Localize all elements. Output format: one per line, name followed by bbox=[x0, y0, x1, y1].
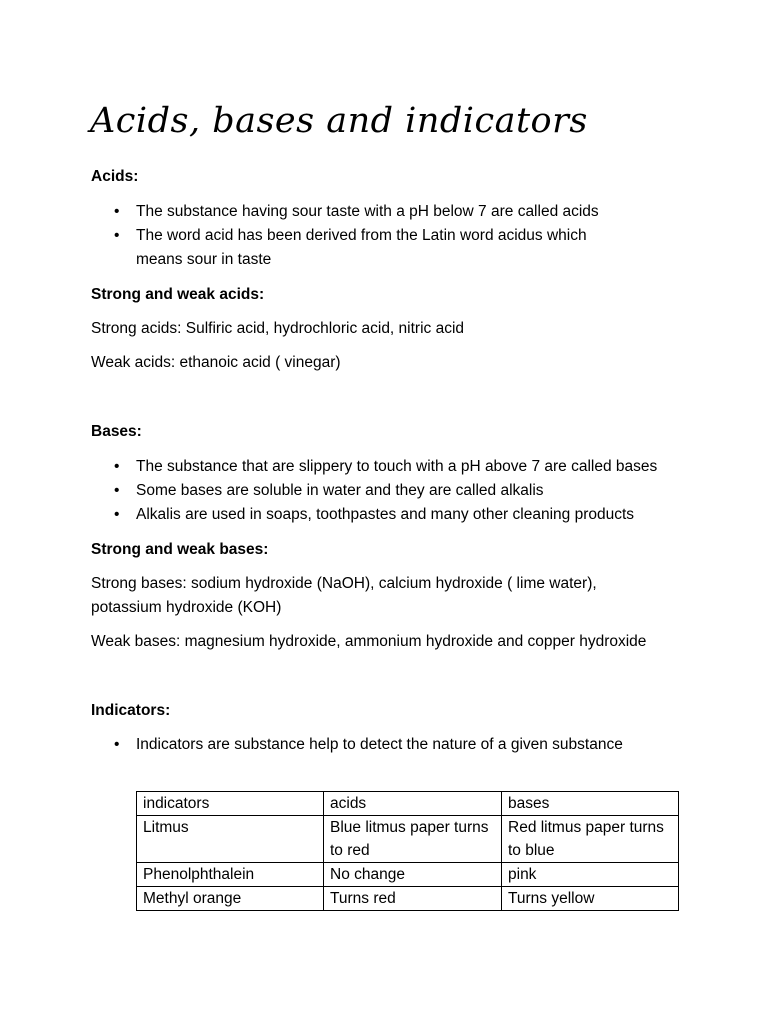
strong-weak-bases-heading: Strong and weak bases: bbox=[91, 541, 269, 558]
table-row bbox=[137, 863, 679, 887]
strong-weak-acids-heading: Strong and weak acids: bbox=[91, 286, 265, 303]
bullet-icon: • bbox=[114, 736, 120, 753]
table-cell: No change bbox=[324, 863, 502, 887]
table-cell: pink bbox=[502, 863, 679, 887]
list-item bbox=[91, 733, 691, 757]
table-header-cell: indicators bbox=[137, 792, 324, 816]
table-row bbox=[137, 887, 679, 911]
table-cell: Red litmus paper turns to blue bbox=[502, 816, 679, 863]
list-item-text: Alkalis are used in soaps, toothpastes and many other cleaning products bbox=[136, 506, 635, 523]
acids-bullet-list bbox=[91, 200, 691, 272]
table-header-cell: bases bbox=[502, 792, 679, 816]
list-item-text: The substance that are slippery to touch with a pH above 7 are called bases bbox=[136, 458, 658, 475]
weak-acids-text: Weak acids: ethanoic acid ( vinegar) bbox=[91, 354, 341, 371]
table-cell: Turns red bbox=[324, 887, 502, 911]
bullet-icon: • bbox=[114, 203, 120, 220]
strong-bases-text: Strong bases: sodium hydroxide (NaOH), calcium hydroxide ( lime water), potassium hydroxide (KOH) bbox=[91, 575, 597, 616]
table-cell: Blue litmus paper turns to red bbox=[324, 816, 502, 863]
list-item-text: The word acid has been derived from the Latin word acidus which means sour in taste bbox=[136, 227, 587, 268]
list-item-text: Indicators are substance help to detect the nature of a given substance bbox=[136, 736, 623, 753]
bullet-icon: • bbox=[114, 227, 120, 244]
list-item-text: The substance having sour taste with a pH below 7 are called acids bbox=[136, 203, 599, 220]
bases-heading: Bases: bbox=[91, 423, 142, 440]
list-item bbox=[91, 200, 691, 224]
table-header-row bbox=[137, 792, 679, 816]
indicators-heading: Indicators: bbox=[91, 702, 171, 719]
table-cell: Phenolphthalein bbox=[137, 863, 324, 887]
table-cell: Methyl orange bbox=[137, 887, 324, 911]
table-cell: Litmus bbox=[137, 816, 324, 863]
table-cell: Turns yellow bbox=[502, 887, 679, 911]
acids-heading: Acids: bbox=[91, 168, 139, 185]
list-item bbox=[91, 479, 691, 503]
table-header-cell: acids bbox=[324, 792, 502, 816]
indicators-bullet-list bbox=[91, 733, 691, 757]
bullet-icon: • bbox=[114, 482, 120, 499]
bullet-icon: • bbox=[114, 506, 120, 523]
list-item-text: Some bases are soluble in water and they are called alkalis bbox=[136, 482, 544, 499]
list-item bbox=[91, 503, 691, 527]
table-row bbox=[137, 816, 679, 863]
page-title: Acids, bases and indicators bbox=[90, 101, 588, 141]
list-item bbox=[91, 224, 636, 272]
weak-bases-text: Weak bases: magnesium hydroxide, ammonium hydroxide and copper hydroxide bbox=[91, 633, 647, 650]
indicators-table bbox=[136, 791, 679, 911]
strong-acids-text: Strong acids: Sulfiric acid, hydrochloric acid, nitric acid bbox=[91, 320, 465, 337]
bases-bullet-list bbox=[91, 455, 691, 527]
list-item bbox=[91, 455, 691, 479]
bullet-icon: • bbox=[114, 458, 120, 475]
